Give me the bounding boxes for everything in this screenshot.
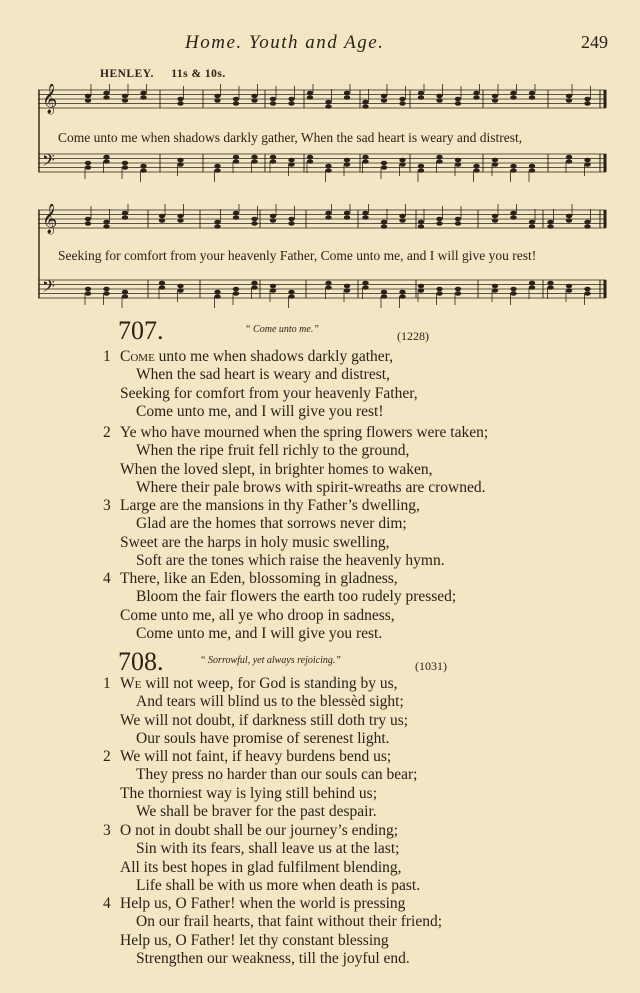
stanza-line: They press no harder than our souls can bear; — [136, 766, 418, 784]
stanza-number: 4 — [103, 895, 111, 912]
note-head — [399, 97, 405, 102]
note-head — [399, 101, 405, 106]
note-head — [510, 164, 516, 169]
note-head — [381, 94, 387, 99]
hymn-707-heading — [0, 316, 640, 346]
stanza-line: Soft are the tones which raise the heavenly hymn. — [136, 551, 445, 569]
stanza-line: When the sad heart is weary and distrest, — [136, 366, 390, 384]
note-head — [436, 94, 442, 99]
note-head — [177, 214, 183, 219]
note-head — [492, 214, 498, 219]
tune-meter: 11s & 10s. — [171, 68, 226, 80]
hymn-707-stanza-1 — [0, 348, 640, 421]
note-head — [159, 285, 165, 290]
note-head — [455, 221, 461, 226]
note-head — [214, 168, 220, 173]
note-head — [399, 158, 405, 163]
music-system-1 — [38, 84, 610, 186]
stanza-line: There, like an Eden, blossoming in gladness, — [120, 570, 398, 587]
stanza-line: We will not faint, if heavy burdens bend us; — [120, 748, 392, 765]
note-head — [140, 91, 146, 96]
note-head — [270, 155, 276, 160]
note-head — [529, 164, 535, 169]
note-head — [270, 101, 276, 106]
note-head — [344, 211, 350, 216]
note-head — [103, 291, 109, 296]
stanza-line: Seeking for comfort from your heavenly Father, — [120, 384, 418, 402]
note-head — [362, 215, 368, 220]
note-head — [362, 281, 368, 286]
note-head — [85, 217, 91, 222]
note-head — [529, 91, 535, 96]
stanza-number: 1 — [103, 675, 111, 692]
stanza-number: 2 — [103, 424, 111, 441]
note-head — [436, 221, 442, 226]
note-head — [140, 168, 146, 173]
note-head — [85, 287, 91, 292]
stanza-line: Help us, O Father! let thy constant blessing — [120, 931, 389, 949]
stanza-line: Come unto me, and I will give you rest. — [136, 624, 383, 642]
note-head — [399, 218, 405, 223]
note-head — [529, 285, 535, 290]
note-head — [547, 281, 553, 286]
note-head — [270, 97, 276, 102]
note-head — [344, 215, 350, 220]
note-head — [251, 285, 257, 290]
note-head — [122, 294, 128, 299]
hymn-708-stanza-2 — [0, 748, 640, 821]
note-head — [381, 220, 387, 225]
note-head — [381, 165, 387, 170]
note-head — [103, 220, 109, 225]
note-head — [103, 95, 109, 100]
note-head — [566, 218, 572, 223]
note-head — [418, 164, 424, 169]
note-head — [288, 221, 294, 226]
note-head — [288, 162, 294, 167]
note-head — [399, 294, 405, 299]
note-head — [85, 221, 91, 226]
note-head — [288, 217, 294, 222]
note-head — [233, 97, 239, 102]
hymn-reference: (1031) — [415, 659, 447, 673]
note-head — [381, 224, 387, 229]
note-head — [103, 159, 109, 164]
note-head — [473, 164, 479, 169]
note-head — [529, 281, 535, 286]
note-head — [362, 104, 368, 109]
note-head — [140, 95, 146, 100]
stanza-first-word: We — [120, 675, 142, 692]
note-head — [584, 287, 590, 292]
note-head — [399, 214, 405, 219]
note-head — [399, 290, 405, 295]
note-head — [455, 158, 461, 163]
note-head — [214, 98, 220, 103]
note-head — [584, 101, 590, 106]
stanza-number: 3 — [103, 822, 111, 839]
hymn-motto: “ Come unto me.” — [245, 324, 319, 335]
hymn-708-stanza-3 — [0, 822, 640, 895]
note-head — [584, 224, 590, 229]
note-head — [492, 288, 498, 293]
note-head — [288, 290, 294, 295]
stanza-number: 1 — [103, 348, 111, 365]
stanza-line: Strengthen our weakness, till the joyful end. — [136, 949, 410, 967]
note-head — [214, 220, 220, 225]
note-head — [492, 98, 498, 103]
note-head — [566, 288, 572, 293]
note-head — [177, 288, 183, 293]
note-head — [325, 168, 331, 173]
note-head — [566, 155, 572, 160]
note-head — [510, 215, 516, 220]
note-head — [566, 159, 572, 164]
note-head — [307, 95, 313, 100]
note-head — [547, 285, 553, 290]
note-head — [85, 161, 91, 166]
note-head — [436, 291, 442, 296]
stanza-number: 2 — [103, 748, 111, 765]
stanza-line: unto me when shadows darkly gather, — [154, 348, 394, 365]
hymn-reference: (1228) — [397, 329, 429, 343]
note-head — [251, 155, 257, 160]
stanza-line: Help us, O Father! when the world is pressing — [120, 895, 406, 912]
note-head — [344, 284, 350, 289]
note-head — [177, 218, 183, 223]
note-head — [288, 101, 294, 106]
hymn-707-stanza-3 — [0, 497, 640, 570]
note-head — [455, 101, 461, 106]
note-head — [436, 155, 442, 160]
note-head — [159, 218, 165, 223]
note-head — [418, 168, 424, 173]
note-head — [177, 101, 183, 106]
note-head — [344, 158, 350, 163]
note-head — [214, 164, 220, 169]
bass-clef-icon: 𝄢 — [42, 150, 55, 174]
note-head — [177, 284, 183, 289]
note-head — [214, 290, 220, 295]
hymn-708-stanza-4 — [0, 895, 640, 968]
stanza-number: 4 — [103, 570, 111, 587]
note-head — [436, 287, 442, 292]
stanza-line: Glad are the homes that sorrows never dim; — [136, 515, 407, 533]
stanza-line: And tears will blind us to the blessèd sight; — [136, 693, 404, 711]
stanza-first-word: Come — [120, 348, 155, 365]
note-head — [233, 287, 239, 292]
note-head — [510, 95, 516, 100]
note-head — [270, 288, 276, 293]
note-head — [492, 284, 498, 289]
note-head — [325, 281, 331, 286]
hymn-708-heading — [0, 647, 640, 677]
note-head — [325, 215, 331, 220]
note-head — [233, 159, 239, 164]
note-head — [418, 224, 424, 229]
hymn-motto: “ Sorrowful, yet always rejoicing.” — [200, 655, 341, 666]
note-head — [381, 98, 387, 103]
note-head — [510, 91, 516, 96]
stanza-line: Ye who have mourned when the spring flowers were taken; — [120, 424, 489, 441]
note-head — [492, 162, 498, 167]
note-head — [270, 159, 276, 164]
note-head — [159, 214, 165, 219]
note-head — [529, 224, 535, 229]
note-head — [510, 287, 516, 292]
note-head — [510, 168, 516, 173]
note-head — [473, 91, 479, 96]
note-head — [177, 162, 183, 167]
note-head — [362, 155, 368, 160]
note-head — [214, 294, 220, 299]
note-head — [251, 159, 257, 164]
stanza-line: Sin with its fears, shall leave us at the last; — [136, 840, 400, 858]
note-head — [307, 91, 313, 96]
note-head — [159, 281, 165, 286]
note-head — [288, 158, 294, 163]
note-head — [103, 91, 109, 96]
lyric-line-1: Come unto me when shadows darkly gather, When the sad heart is weary and distrest, — [58, 130, 523, 145]
note-head — [325, 100, 331, 105]
note-head — [325, 104, 331, 109]
note-head — [233, 155, 239, 160]
note-head — [122, 211, 128, 216]
note-head — [251, 221, 257, 226]
note-head — [584, 97, 590, 102]
note-head — [418, 284, 424, 289]
note-head — [418, 220, 424, 225]
tune-name: HENLEY. — [100, 68, 154, 80]
note-head — [584, 220, 590, 225]
stanza-line: O not in doubt shall be our journey’s ending; — [120, 822, 399, 839]
note-head — [510, 291, 516, 296]
note-head — [103, 224, 109, 229]
note-head — [177, 97, 183, 102]
note-head — [566, 98, 572, 103]
note-head — [584, 291, 590, 296]
note-head — [455, 287, 461, 292]
stanza-line: Life shall be with us more when death is past. — [136, 876, 421, 894]
note-head — [270, 218, 276, 223]
note-head — [288, 97, 294, 102]
stanza-line: Our souls have promise of serenest light. — [136, 729, 390, 747]
note-head — [288, 294, 294, 299]
bass-clef-icon: 𝄢 — [42, 276, 55, 300]
note-head — [214, 94, 220, 99]
stanza-line: When the ripe fruit fell richly to the ground, — [136, 442, 410, 460]
note-head — [344, 288, 350, 293]
note-head — [214, 224, 220, 229]
note-head — [418, 95, 424, 100]
note-head — [85, 165, 91, 170]
note-head — [85, 94, 91, 99]
note-head — [547, 220, 553, 225]
hymn-707-stanza-4 — [0, 570, 640, 643]
stanza-line: Large are the mansions in thy Father’s dwelling, — [120, 497, 420, 514]
note-head — [85, 291, 91, 296]
note-head — [233, 215, 239, 220]
note-head — [122, 165, 128, 170]
note-head — [122, 94, 128, 99]
note-head — [325, 285, 331, 290]
note-head — [436, 98, 442, 103]
note-head — [584, 162, 590, 167]
note-head — [344, 162, 350, 167]
note-head — [122, 161, 128, 166]
note-head — [344, 95, 350, 100]
note-head — [362, 100, 368, 105]
stanza-number: 3 — [103, 497, 111, 514]
note-head — [325, 164, 331, 169]
note-head — [492, 158, 498, 163]
header-title: Home. Youth and Age. — [185, 32, 385, 53]
note-head — [362, 159, 368, 164]
note-head — [362, 285, 368, 290]
note-head — [233, 291, 239, 296]
note-head — [325, 211, 331, 216]
stanza-line: When the loved slept, in brighter homes to waken, — [120, 460, 433, 478]
stanza-line: We will not doubt, if darkness still doth try us; — [120, 711, 409, 729]
note-head — [455, 291, 461, 296]
stanza-line: The thorniest way is lying still behind us; — [120, 784, 378, 802]
note-head — [455, 217, 461, 222]
note-head — [103, 287, 109, 292]
note-head — [251, 281, 257, 286]
note-head — [529, 95, 535, 100]
hymn-number: 708. — [118, 647, 164, 676]
note-head — [399, 162, 405, 167]
note-head — [140, 164, 146, 169]
running-header — [0, 30, 640, 58]
stanza-line: We shall be braver for the past despair. — [136, 802, 377, 820]
music-system-2 — [38, 204, 610, 308]
treble-clef-icon: 𝄞 — [42, 84, 58, 114]
note-head — [362, 211, 368, 216]
stanza-line: Sweet are the harps in holy music swelling, — [120, 533, 390, 551]
stanza-line: Come unto me, all ye who droop in sadness, — [120, 606, 395, 624]
note-head — [122, 215, 128, 220]
note-head — [566, 214, 572, 219]
note-head — [418, 91, 424, 96]
note-head — [418, 288, 424, 293]
note-head — [584, 158, 590, 163]
note-head — [344, 91, 350, 96]
stanza-line: All its best hopes in glad fulfilment blending, — [120, 858, 402, 876]
note-head — [103, 155, 109, 160]
stanza-line: On our frail hearts, that faint without their friend; — [136, 913, 443, 931]
note-head — [177, 158, 183, 163]
note-head — [251, 217, 257, 222]
note-head — [436, 159, 442, 164]
note-head — [547, 224, 553, 229]
tune-heading — [100, 68, 226, 80]
note-head — [270, 284, 276, 289]
page-number: 249 — [581, 32, 608, 52]
hymn-708-stanza-1 — [0, 675, 640, 748]
hymn-number: 707. — [118, 316, 164, 345]
note-head — [307, 155, 313, 160]
note-head — [436, 217, 442, 222]
note-head — [85, 98, 91, 103]
note-head — [122, 290, 128, 295]
note-head — [510, 211, 516, 216]
stanza-line: Come unto me, and I will give you rest! — [136, 402, 384, 420]
note-head — [122, 98, 128, 103]
lyric-line-2: Seeking for comfort from your heavenly Father, Come unto me, and I will give you rest! — [58, 248, 537, 263]
note-head — [492, 218, 498, 223]
note-head — [381, 294, 387, 299]
note-head — [455, 97, 461, 102]
note-head — [233, 211, 239, 216]
note-head — [270, 214, 276, 219]
note-head — [251, 94, 257, 99]
note-head — [566, 94, 572, 99]
note-head — [473, 95, 479, 100]
note-head — [233, 101, 239, 106]
note-head — [307, 159, 313, 164]
note-head — [529, 168, 535, 173]
note-head — [566, 284, 572, 289]
note-head — [381, 290, 387, 295]
note-head — [381, 161, 387, 166]
stanza-line: Where their pale brows with spirit-wreaths are crowned. — [136, 478, 486, 496]
note-head — [473, 168, 479, 173]
stanza-line: will not weep, for God is standing by us, — [141, 675, 398, 692]
note-head — [251, 98, 257, 103]
stanza-line: Bloom the fair flowers the earth too rudely pressed; — [136, 588, 457, 606]
hymn-707-stanza-2 — [0, 424, 640, 497]
note-head — [529, 220, 535, 225]
note-head — [492, 94, 498, 99]
note-head — [455, 162, 461, 167]
treble-clef-icon: 𝄞 — [42, 204, 58, 234]
